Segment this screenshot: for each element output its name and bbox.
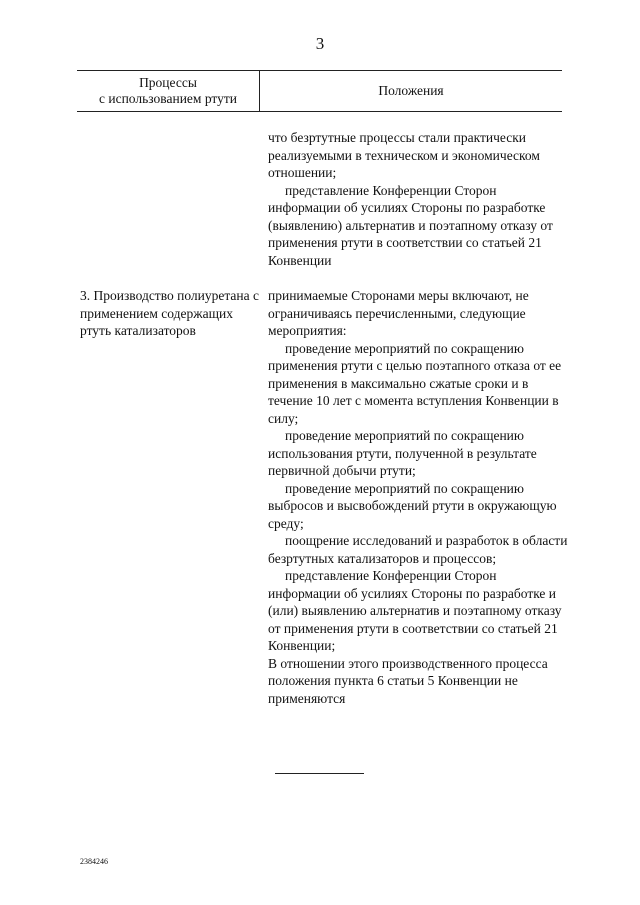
- provision-paragraph: представление Конференции Сторон информации об усилиях Стороны по разработке (выявлению) альтернатив и поэтапному отказу от применения ртути в соответствии со статьей 21 Конвенции: [268, 182, 553, 268]
- provision-paragraph: проведение мероприятий по сокращению использования ртути, полученной в результате первичной добычи ртути;: [268, 428, 537, 478]
- polyurethane-provisions: [268, 287, 568, 707]
- header-provisions-label: Положения: [378, 83, 444, 98]
- provision-paragraph: поощрение исследований и разработок в области безртутных катализаторов и процессов;: [268, 533, 568, 566]
- header-processes-column: [77, 71, 260, 111]
- end-divider-line: [275, 773, 364, 774]
- header-processes-line1: Процессы: [139, 75, 197, 90]
- provision-paragraph: проведение мероприятий по сокращению применения ртути с целью поэтапного отказа от ее применения в максимально сжатые сроки и в течение 10 лет с момента вступления Конвенции в силу;: [268, 340, 562, 426]
- provision-paragraph: что безртутные процессы стали практически реализуемыми в техническом и экономическом отношении;: [268, 130, 540, 180]
- header-processes-line2: с использованием ртути: [99, 91, 237, 106]
- continued-provisions: [268, 129, 568, 269]
- provision-paragraph: проведение мероприятий по сокращению выбросов и высвобождений ртути в окружающую среду;: [268, 480, 557, 531]
- provision-paragraph: принимаемые Сторонами меры включают, не ограничиваясь перечисленными, следующие мероприятия:: [268, 288, 529, 338]
- process-name-polyurethane: 3. Производство полиуретана с применением содержащих ртуть катализаторов: [80, 288, 260, 338]
- document-code: 2384246: [80, 857, 108, 866]
- table-header: [77, 70, 562, 112]
- provision-paragraph: представление Конференции Сторон информации об усилиях Стороны по разработке и (или) выявлению альтернатив и поэтапному отказу от применения ртути в соответствии со статьей 21 Конвенции;: [268, 568, 562, 653]
- header-provisions-column: [260, 71, 562, 111]
- provision-paragraph: В отношении этого производственного процесса положения пункта 6 статьи 5 Конвенции не применяются: [268, 655, 548, 706]
- page-number: 3: [315, 34, 325, 53]
